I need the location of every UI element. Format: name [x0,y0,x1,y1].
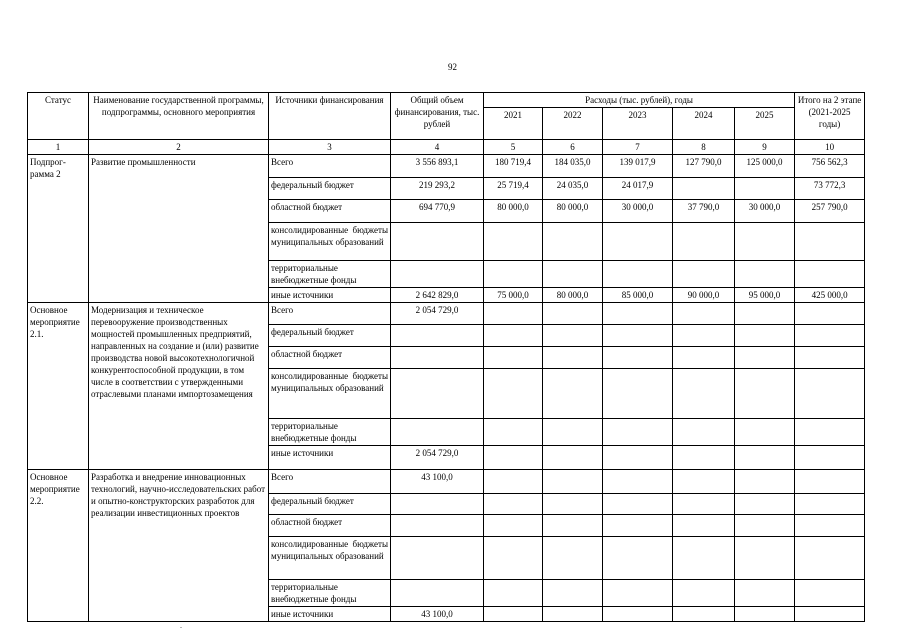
year-value-cell [484,369,543,419]
year-value-cell: 37 790,0 [673,200,735,223]
year-value-cell [484,325,543,347]
year-value-cell [603,303,673,325]
year-value-cell [543,303,603,325]
year-value-cell [543,515,603,537]
program-name-cell: Разработка и внедрение инновационных технологий, научно-исследовательских работ и опытно-конструкторских разработок для реализации инвестиционных проектов [89,470,269,622]
year-value-cell [673,515,735,537]
column-number: 1 [28,140,89,155]
total-cell [391,369,484,419]
total-cell [391,494,484,515]
header-year: 2022 [543,108,603,140]
column-number: 9 [735,140,795,155]
source-cell: иные источники [269,446,391,470]
year-value-cell [673,580,735,607]
total-cell [391,261,484,288]
year-value-cell [673,347,735,369]
year-value-cell: 25 719,4 [484,178,543,200]
source-cell: Всего [269,155,391,178]
header-total-volume: Общий объем финансирования, тыс. рублей [391,93,484,140]
stage-total-cell [795,369,865,419]
program-name-cell: Модернизация и техническое перевооружение производственных мощностей промышленных предприятий, направленных на создание и (или) развитие производства новой высокотехнологичной конкурентоспособной продукции, в том числе в соответствии с утвержденными отраслевыми планами импортозамещения [89,303,269,470]
stage-total-cell: 756 562,3 [795,155,865,178]
year-value-cell [543,446,603,470]
year-value-cell: 125 000,0 [735,155,795,178]
year-value-cell [484,537,543,580]
year-value-cell: 90 000,0 [673,288,735,303]
year-value-cell [484,223,543,261]
stage-total-cell [795,261,865,288]
stage-total-cell [795,419,865,446]
year-value-cell: 127 790,0 [673,155,735,178]
year-value-cell [603,261,673,288]
year-value-cell [673,325,735,347]
year-value-cell [603,325,673,347]
year-value-cell [543,607,603,622]
column-number: 5 [484,140,543,155]
year-value-cell [603,470,673,494]
year-value-cell: 24 017,9 [603,178,673,200]
total-cell: 43 100,0 [391,607,484,622]
year-value-cell [673,261,735,288]
stage-total-cell: 73 772,3 [795,178,865,200]
year-value-cell [673,607,735,622]
stage-total-cell: 257 790,0 [795,200,865,223]
status-cell: Подпрог-рамма 2 [28,155,89,303]
stage-total-cell [795,607,865,622]
year-value-cell: 184 035,0 [543,155,603,178]
year-value-cell [735,369,795,419]
total-cell [391,325,484,347]
year-value-cell [543,580,603,607]
header-expenses: Расходы (тыс. рублей), годы [484,93,795,108]
header-program-name: Наименование государственной программы, подпрограммы, основного мероприятия [89,93,269,140]
source-cell: Всего [269,303,391,325]
total-cell [391,347,484,369]
year-value-cell [603,419,673,446]
year-value-cell [543,494,603,515]
year-value-cell: 95 000,0 [735,288,795,303]
year-value-cell [673,223,735,261]
year-value-cell [603,347,673,369]
year-value-cell: 80 000,0 [543,200,603,223]
total-cell [391,580,484,607]
year-value-cell [484,515,543,537]
year-value-cell [484,261,543,288]
year-value-cell: 30 000,0 [735,200,795,223]
year-value-cell [484,419,543,446]
year-value-cell [735,446,795,470]
year-value-cell [603,515,673,537]
year-value-cell [603,446,673,470]
stage-total-cell: 425 000,0 [795,288,865,303]
total-cell: 2 054 729,0 [391,446,484,470]
year-value-cell: 139 017,9 [603,155,673,178]
column-number: 8 [673,140,735,155]
year-value-cell [735,470,795,494]
year-value-cell [735,419,795,446]
scan-mark: . [180,621,182,630]
year-value-cell [735,347,795,369]
source-cell: консолидированные бюджеты муниципальных образований [269,223,391,261]
program-name-cell: Развитие промышленности [89,155,269,303]
year-value-cell [543,223,603,261]
stage-total-cell [795,325,865,347]
year-value-cell [543,325,603,347]
total-cell [391,515,484,537]
year-value-cell [735,607,795,622]
status-cell: Основное мероприятие 2.1. [28,303,89,470]
column-number: 10 [795,140,865,155]
year-value-cell [735,261,795,288]
year-value-cell: 85 000,0 [603,288,673,303]
source-cell: областной бюджет [269,347,391,369]
source-cell: консолидированные бюджеты муниципальных образований [269,537,391,580]
status-cell: Основное мероприятие 2.2. [28,470,89,622]
year-value-cell [673,303,735,325]
column-number: 4 [391,140,484,155]
column-number: 6 [543,140,603,155]
year-value-cell: 24 035,0 [543,178,603,200]
stage-total-cell [795,303,865,325]
total-cell: 219 293,2 [391,178,484,200]
table-body [28,155,865,622]
year-value-cell [603,223,673,261]
year-value-cell [735,325,795,347]
column-number: 7 [603,140,673,155]
source-cell: иные источники [269,607,391,622]
header-stage-total: Итого на 2 этапе (2021-2025 годы) [795,93,865,140]
source-cell: иные источники [269,288,391,303]
source-cell: областной бюджет [269,200,391,223]
source-cell: Всего [269,470,391,494]
page-number: 92 [448,62,457,72]
source-cell: федеральный бюджет [269,325,391,347]
year-value-cell: 75 000,0 [484,288,543,303]
total-cell: 3 556 893,1 [391,155,484,178]
source-cell: территориальные внебюджетные фонды [269,261,391,288]
year-value-cell [735,178,795,200]
year-value-cell [673,369,735,419]
year-value-cell [603,369,673,419]
header-year: 2025 [735,108,795,140]
stage-total-cell [795,470,865,494]
stage-total-cell [795,494,865,515]
year-value-cell: 80 000,0 [543,288,603,303]
source-cell: федеральный бюджет [269,178,391,200]
header-row-1 [28,93,865,108]
year-value-cell [484,303,543,325]
year-value-cell [543,470,603,494]
year-value-cell [603,537,673,580]
total-cell: 2 642 829,0 [391,288,484,303]
source-cell: федеральный бюджет [269,494,391,515]
year-value-cell [735,580,795,607]
source-cell: областной бюджет [269,515,391,537]
year-value-cell [543,261,603,288]
year-value-cell [735,515,795,537]
header-sources: Источники финансирования [269,93,391,140]
year-value-cell [543,419,603,446]
year-value-cell: 30 000,0 [603,200,673,223]
year-value-cell [484,494,543,515]
source-cell: территориальные внебюджетные фонды [269,580,391,607]
column-number: 3 [269,140,391,155]
year-value-cell [735,223,795,261]
year-value-cell [543,347,603,369]
header-year: 2021 [484,108,543,140]
stage-total-cell [795,446,865,470]
header-year: 2024 [673,108,735,140]
source-cell: территориальные внебюджетные фонды [269,419,391,446]
stage-total-cell [795,347,865,369]
year-value-cell: 180 719,4 [484,155,543,178]
stage-total-cell [795,580,865,607]
year-value-cell [673,494,735,515]
total-cell: 694 770,9 [391,200,484,223]
year-value-cell [735,537,795,580]
total-cell: 2 054 729,0 [391,303,484,325]
stage-total-cell [795,515,865,537]
year-value-cell [484,347,543,369]
year-value-cell [484,580,543,607]
total-cell [391,223,484,261]
header-status: Статус [28,93,89,140]
total-cell [391,419,484,446]
table-row [28,470,865,494]
source-cell: консолидированные бюджеты муниципальных образований [269,369,391,419]
year-value-cell [543,537,603,580]
year-value-cell [673,470,735,494]
year-value-cell: 80 000,0 [484,200,543,223]
year-value-cell [603,580,673,607]
year-value-cell [735,494,795,515]
year-value-cell [603,607,673,622]
financing-table [27,92,865,622]
table-row [28,155,865,178]
year-value-cell [603,494,673,515]
year-value-cell [543,369,603,419]
stage-total-cell [795,537,865,580]
column-numbers-row [28,140,865,155]
total-cell [391,537,484,580]
column-number: 2 [89,140,269,155]
total-cell: 43 100,0 [391,470,484,494]
year-value-cell [484,607,543,622]
year-value-cell [673,446,735,470]
year-value-cell [673,419,735,446]
year-value-cell [484,470,543,494]
year-value-cell [735,303,795,325]
year-value-cell [673,178,735,200]
year-value-cell [484,446,543,470]
stage-total-cell [795,223,865,261]
table-row [28,303,865,325]
year-value-cell [673,537,735,580]
header-year: 2023 [603,108,673,140]
